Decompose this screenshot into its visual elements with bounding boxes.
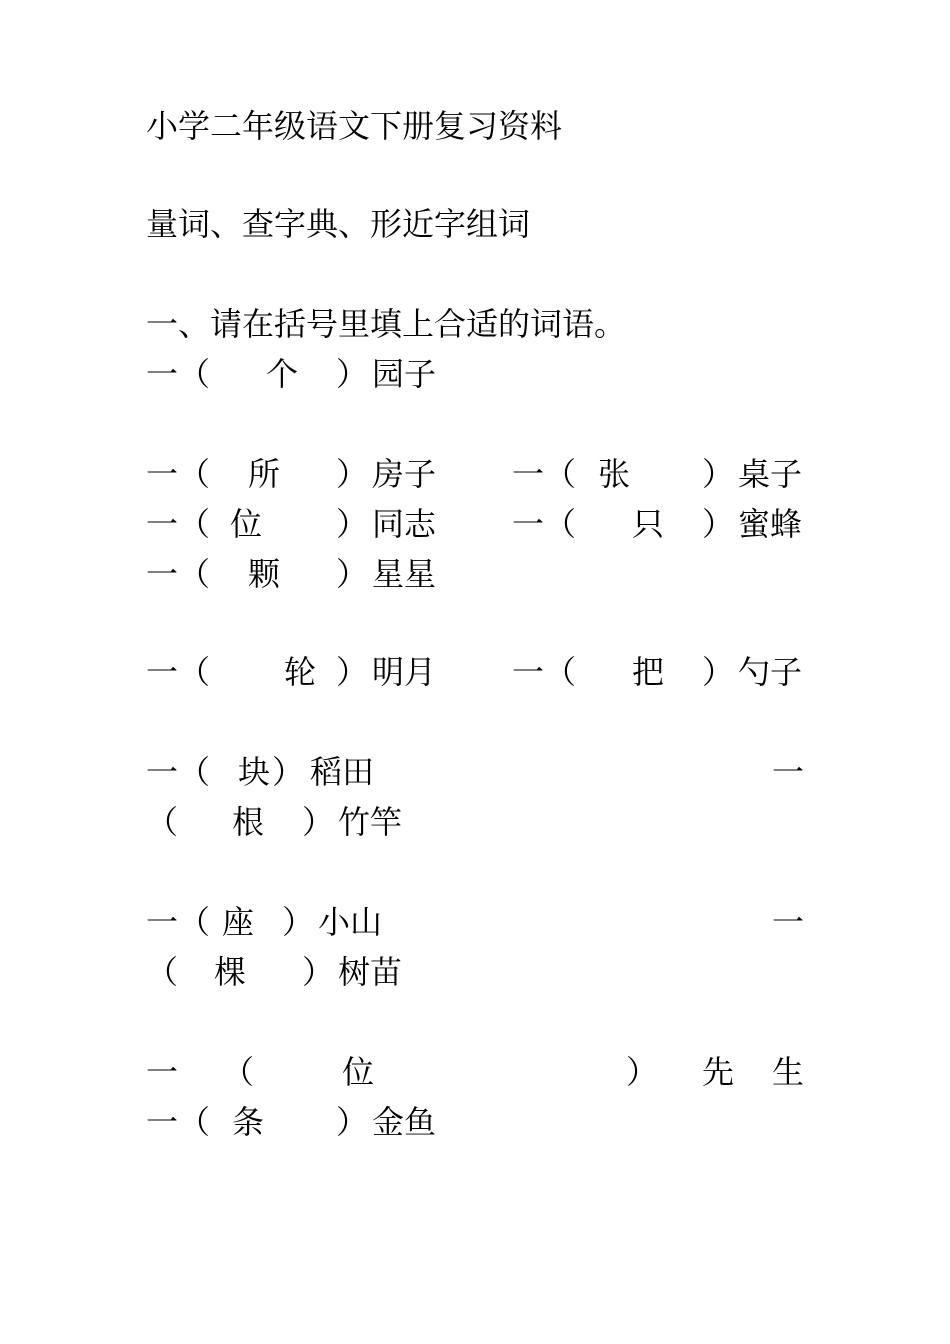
item-close-paren: ） xyxy=(702,455,735,493)
item-answer: 块 xyxy=(238,753,271,791)
item-noun: 竹竿 xyxy=(338,803,403,841)
item-noun: 桌子 xyxy=(738,455,803,493)
item-noun-part1: 先 xyxy=(702,1053,735,1091)
item-prefix: 一（ xyxy=(146,455,211,493)
item-noun: 园子 xyxy=(372,355,437,393)
item-prefix: 一（ xyxy=(146,653,211,691)
item-open-paren: （ xyxy=(146,803,179,841)
item-noun: 小山 xyxy=(318,903,383,941)
item-answer: 张 xyxy=(598,455,631,493)
item-close-paren: ） xyxy=(702,653,735,691)
item-close-paren: ） xyxy=(302,953,335,991)
item-prefix: 一（ xyxy=(146,903,211,941)
item-noun: 勺子 xyxy=(738,653,803,691)
document-subtitle: 量词、查字典、形近字组词 xyxy=(146,205,531,243)
item-noun: 稻田 xyxy=(310,753,375,791)
item-answer: 颗 xyxy=(248,555,281,593)
item-prefix: 一 xyxy=(146,1053,179,1091)
item-close-paren: ） xyxy=(336,1103,369,1141)
section-heading: 一、请在括号里填上合适的词语。 xyxy=(146,305,627,343)
item-prefix: 一（ xyxy=(146,1103,211,1141)
item-answer: 棵 xyxy=(214,953,247,991)
item-prefix: 一（ xyxy=(146,753,211,791)
item-noun: 树苗 xyxy=(338,953,403,991)
item-close-paren: ） xyxy=(336,455,369,493)
item-prefix: 一（ xyxy=(146,505,211,543)
item-prefix: 一（ xyxy=(512,455,577,493)
item-answer: 条 xyxy=(232,1103,265,1141)
item-noun: 明月 xyxy=(372,653,437,691)
item-noun: 金鱼 xyxy=(372,1103,437,1141)
document-title: 小学二年级语文下册复习资料 xyxy=(146,107,563,145)
item-close-paren: ） xyxy=(302,803,335,841)
item-close-paren: ） xyxy=(282,903,315,941)
item-answer: 位 xyxy=(230,505,263,543)
item-noun-part2: 生 xyxy=(772,1053,805,1091)
item-answer: 只 xyxy=(632,505,665,543)
item-noun: 蜜蜂 xyxy=(738,505,803,543)
item-close-paren: ） xyxy=(336,653,369,691)
item-answer: 轮 xyxy=(284,653,317,691)
item-prefix: 一（ xyxy=(146,555,211,593)
item-close-paren: ） xyxy=(336,355,369,393)
item-answer: 把 xyxy=(632,653,665,691)
item-noun: 同志 xyxy=(372,505,437,543)
item-prefix: 一（ xyxy=(512,653,577,691)
item-prefix: 一 xyxy=(772,753,805,791)
item-prefix: 一（ xyxy=(512,505,577,543)
item-close-paren: ） xyxy=(336,555,369,593)
item-answer: 位 xyxy=(342,1053,375,1091)
item-open-paren: （ xyxy=(222,1053,255,1091)
item-prefix: 一 xyxy=(772,903,805,941)
item-noun: 星星 xyxy=(372,555,437,593)
item-noun: 房子 xyxy=(372,455,437,493)
item-answer: 座 xyxy=(222,903,255,941)
item-close-paren: ） xyxy=(336,505,369,543)
item-answer: 个 xyxy=(266,355,299,393)
item-close-paren: ） xyxy=(272,753,305,791)
item-open-paren: （ xyxy=(146,953,179,991)
item-close-paren: ） xyxy=(626,1053,659,1091)
item-answer: 所 xyxy=(248,455,281,493)
item-answer: 根 xyxy=(232,803,265,841)
item-close-paren: ） xyxy=(702,505,735,543)
item-prefix: 一（ xyxy=(146,355,211,393)
